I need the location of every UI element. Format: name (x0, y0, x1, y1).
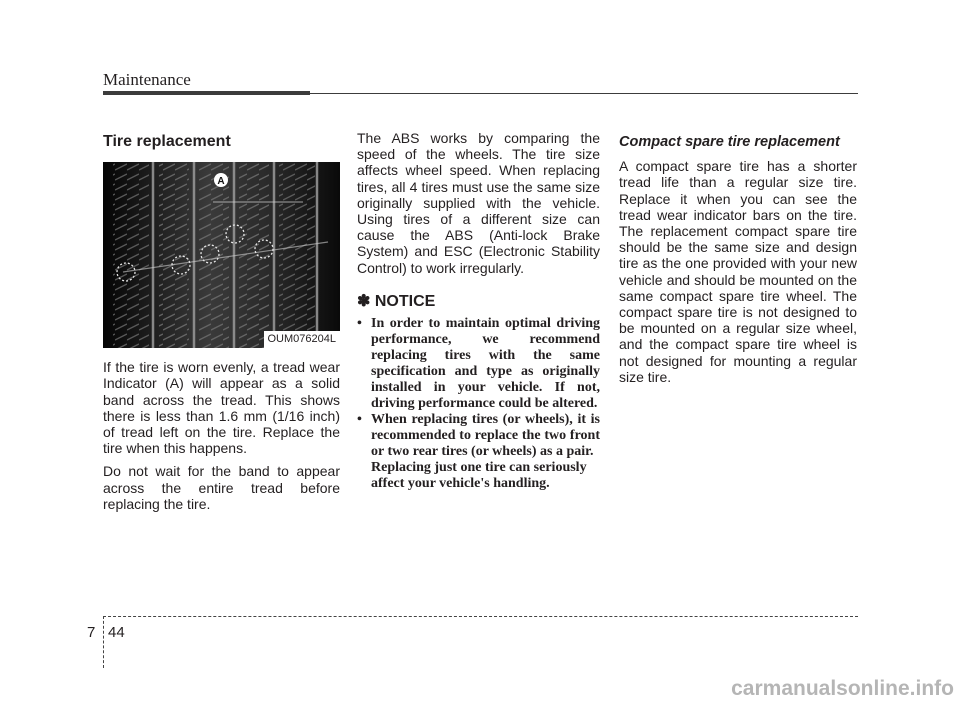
paragraph-abs: The ABS works by comparing the speed of the wheels. The tire size affects wheel speed. When replacing tires, all 4 tires must use the same size originally supplied with the vehicle. Using tires of a different size can cause the ABS (Anti-lock Brake System) and ESC (Electronic Stability Control) to work irregularly. (357, 130, 600, 276)
header-title: Maintenance (103, 70, 191, 89)
notice-item-text: When replacing tires (or wheels), it is recommended to replace the two front or two rear tires (or wheels) as a pair. (371, 412, 600, 460)
paragraph-compact-spare: A compact spare tire has a shorter tread life than a regular size tire. Replace it when you can see the tread wear indicator bars on the tire. The replacement compact spare tire should be the same size and design tire as the one provided with your new vehicle and should be mounted on the same compact spare tire wheel. The compact spare tire is not designed to be mounted on a regular size wheel, and the compact spare tire wheel is not designed for mounting a regular size tire. (619, 158, 857, 385)
header-rule-thin (310, 93, 858, 94)
paragraph-do-not-wait: Do not wait for the band to appear across the entire tread before replacing the tire. (103, 463, 340, 512)
chapter-number: 7 (87, 624, 96, 641)
notice-item-text: In order to maintain optimal driving performance, we recommend replacing tires with the same specification and type as originally installed in your vehicle. If not, driving performance could be altered. (371, 316, 600, 412)
notice-item-extra: Replacing just one tire can seriously affect your vehicle's handling. (371, 460, 587, 492)
figure-code: OUM076204L (264, 331, 341, 348)
footer-rule (103, 616, 858, 617)
section-heading-tire-replacement: Tire replacement (103, 133, 231, 150)
notice-item (357, 412, 600, 492)
tire-tread-figure (103, 162, 340, 348)
bullet-icon: • (357, 412, 362, 428)
notice-item (357, 316, 600, 412)
paragraph-tread-indicator: If the tire is worn evenly, a tread wear Indicator (A) will appear as a solid band across the tread. This shows there is less than 1.6 mm (1/16 inch) of tread left on the tire. Replace the tire when this happens. (103, 359, 340, 457)
notice-list (357, 316, 600, 492)
notice-heading: ✽ NOTICE (357, 292, 436, 310)
figure-label-a: A (217, 176, 225, 188)
page-number: 44 (108, 624, 125, 641)
section-heading-compact-spare: Compact spare tire replacement (619, 134, 840, 150)
column-1 (103, 130, 340, 519)
tire-tread-illustration (103, 162, 340, 348)
header-rule-thick (103, 91, 310, 95)
watermark: carmanualsonline.info (731, 677, 954, 700)
column-3 (619, 130, 857, 392)
column-2 (357, 130, 600, 492)
bullet-icon: • (357, 316, 362, 332)
footer-vertical-rule (103, 616, 104, 668)
